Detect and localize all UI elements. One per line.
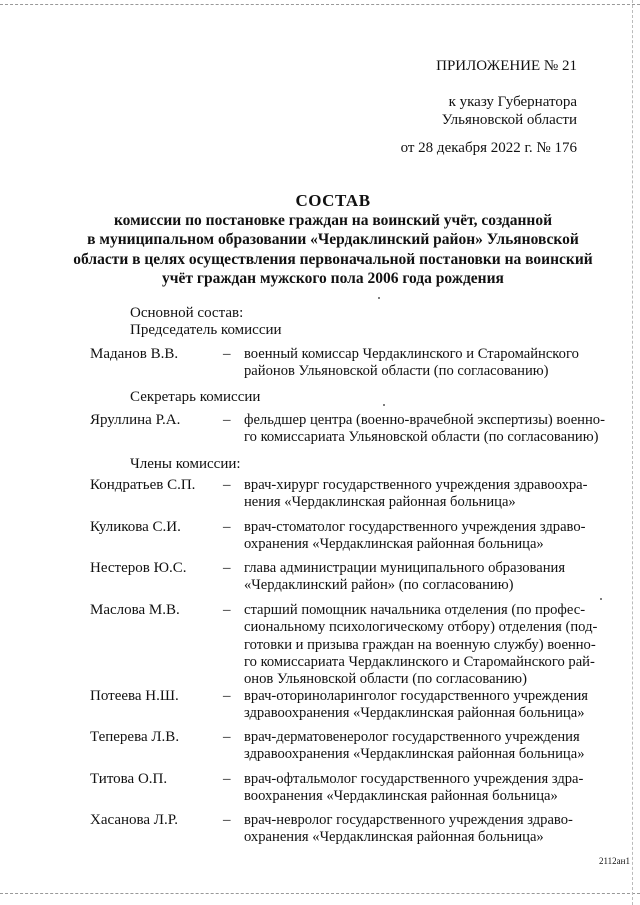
- position-line: здравоохранения «Чердаклинская районная больница»: [244, 746, 585, 763]
- person-position: [244, 729, 615, 764]
- position-line: здравоохранения «Чердаклинская районная больница»: [244, 705, 585, 722]
- scan-border-top: [0, 4, 640, 5]
- dash-separator: –: [223, 771, 231, 787]
- person-position: [244, 812, 615, 847]
- scan-speck: [378, 297, 380, 299]
- section-secretary: Секретарь комиссии: [130, 389, 261, 405]
- person-name: Потеева Н.Ш.: [90, 688, 179, 704]
- person-position: [244, 412, 615, 447]
- person-name: Маданов В.В.: [90, 346, 179, 362]
- scan-speck: [383, 404, 385, 406]
- section-main: Основной состав:: [130, 305, 244, 321]
- dash-separator: –: [223, 477, 231, 493]
- dash-separator: –: [223, 560, 231, 576]
- position-line: го комиссариата Ульяновской области (по согласованию): [244, 429, 599, 446]
- title-line-2: в муниципальном образовании «Чердаклинский район» Ульяновской: [87, 231, 579, 248]
- position-line: охранения «Чердаклинская районная больница»: [244, 829, 544, 846]
- position-line: онов Ульяновской области (по согласованию): [244, 671, 527, 688]
- title-heading: СОСТАВ: [295, 191, 371, 210]
- person-name: Маслова М.В.: [90, 602, 180, 618]
- position-line: старший помощник начальника отделения (по профес-: [244, 602, 586, 618]
- person-name: Яруллина Р.А.: [90, 412, 181, 428]
- person-position: [244, 519, 615, 554]
- position-line: врач-невролог государственного учреждения здраво-: [244, 812, 573, 828]
- person-position: [244, 771, 615, 806]
- dash-separator: –: [223, 346, 231, 362]
- dash-separator: –: [223, 812, 231, 828]
- decree-line-1: к указу Губернатора: [448, 94, 577, 110]
- decree-date: от 28 декабря 2022 г. № 176: [400, 140, 577, 156]
- position-line: «Чердаклинский район» (по согласованию): [244, 577, 514, 594]
- person-name: Титова О.П.: [90, 771, 168, 787]
- dash-separator: –: [223, 519, 231, 535]
- title-line-4: учёт граждан мужского пола 2006 года рождения: [162, 270, 504, 287]
- scan-border-bottom: [0, 893, 640, 894]
- scan-speck: [600, 598, 602, 600]
- person-position: [244, 688, 615, 723]
- position-line: го комиссариата Чердаклинского и Старомайнского рай-: [244, 653, 595, 670]
- person-position: [244, 477, 615, 512]
- position-line: районов Ульяновской области (по согласованию): [244, 363, 549, 380]
- appendix-number: ПРИЛОЖЕНИЕ № 21: [436, 58, 577, 74]
- dash-separator: –: [223, 729, 231, 745]
- position-line: врач-хирург государственного учреждения здравоохра-: [244, 477, 588, 493]
- position-line: готовки и призыва граждан на военную службу) военно-: [244, 636, 596, 653]
- position-line: сиональному психологическому отбору) отделения (под-: [244, 619, 598, 636]
- section-members: Члены комиссии:: [130, 456, 241, 472]
- title-line-3: области в целях осуществления первоначальной постановки на воинский: [73, 250, 593, 268]
- person-name: Нестеров Ю.С.: [90, 560, 187, 576]
- position-line: врач-стоматолог государственного учреждения здраво-: [244, 519, 586, 535]
- position-line: фельдшер центра (военно-врачебной экспертизы) военно-: [244, 412, 605, 428]
- position-line: нения «Чердаклинская районная больница»: [244, 494, 516, 511]
- person-position: [244, 560, 615, 595]
- dash-separator: –: [223, 688, 231, 704]
- dash-separator: –: [223, 602, 231, 618]
- document-title: [60, 191, 606, 289]
- position-line: глава администрации муниципального образования: [244, 560, 566, 576]
- scan-border-right: [632, 0, 633, 905]
- person-name: Кондратьев С.П.: [90, 477, 196, 493]
- person-position: [244, 346, 615, 381]
- position-line: врач-офтальмолог государственного учреждения здра-: [244, 771, 584, 787]
- person-name: Теперева Л.В.: [90, 729, 180, 745]
- person-name: Куликова С.И.: [90, 519, 181, 535]
- position-line: военный комиссар Чердаклинского и Старомайнского: [244, 346, 579, 362]
- position-line: врач-оториноларинголог государственного учреждения: [244, 688, 588, 704]
- document-code: 2112ан1: [599, 856, 630, 866]
- dash-separator: –: [223, 412, 231, 428]
- decree-line-2: Ульяновской области: [441, 112, 577, 128]
- position-line: врач-дерматовенеролог государственного учреждения: [244, 729, 580, 745]
- title-line-1: комиссии по постановке граждан на воинский учёт, созданной: [113, 211, 553, 229]
- person-position: [244, 602, 615, 688]
- position-line: воохранения «Чердаклинская районная больница»: [244, 788, 558, 805]
- person-name: Хасанова Л.Р.: [90, 812, 178, 828]
- section-chair: Председатель комиссии: [130, 322, 282, 338]
- position-line: охранения «Чердаклинская районная больница»: [244, 536, 544, 553]
